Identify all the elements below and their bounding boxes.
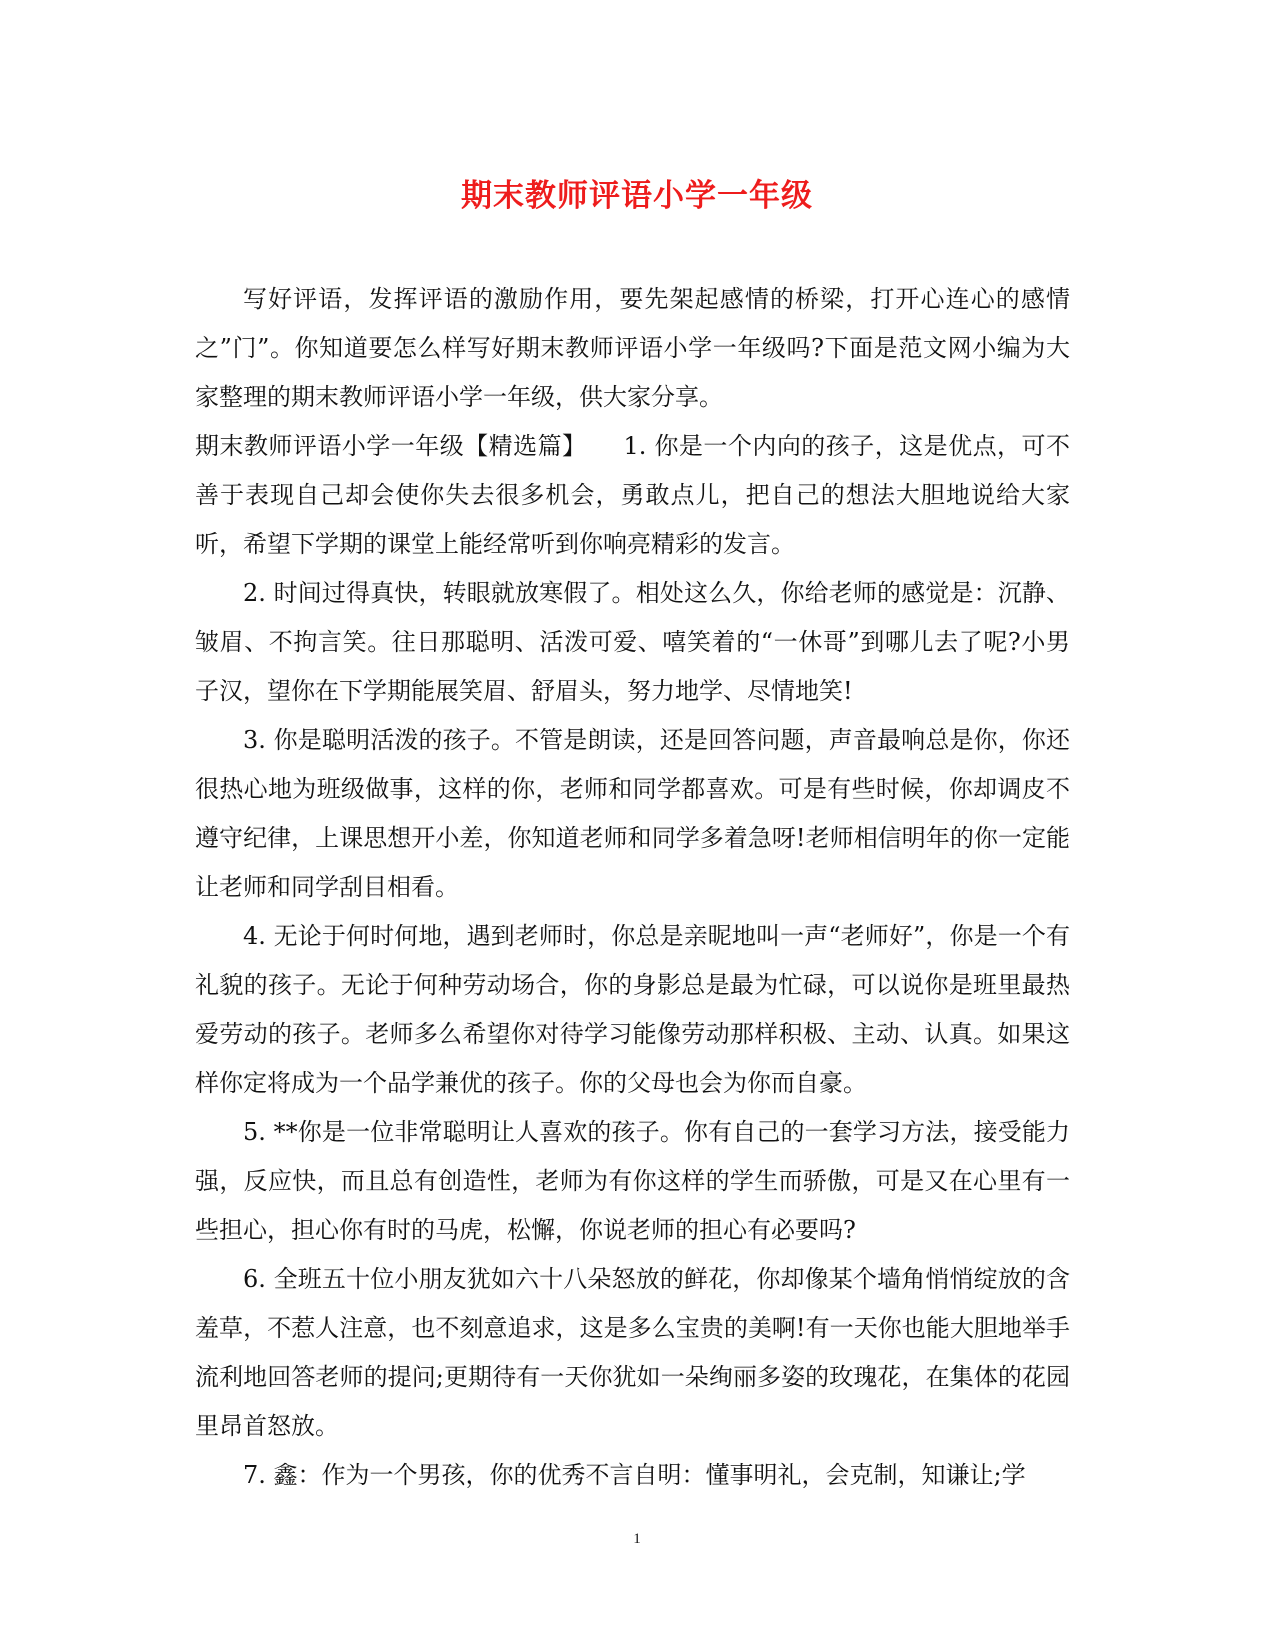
comment-paragraph-6: 6. 全班五十位小朋友犹如六十八朵怒放的鲜花，你却像某个墙角悄悄绽放的含羞草，不惹人注意，也不刻意追求，这是多么宝贵的美啊!有一天你也能大胆地举手流利地回答老师的提问;更期待有一天你犹如一朵绚丽多姿的玫瑰花，在集体的花园里昂首怒放。 [195, 1265, 1070, 1440]
comment-paragraph-2: 2. 时间过得真快，转眼就放寒假了。相处这么久，你给老师的感觉是：沉静、皱眉、不拘言笑。往日那聪明、活泼可爱、嘻笑着的“一休哥”到哪儿去了呢?小男子汉，望你在下学期能展笑眉、舒眉头，努力地学、尽情地笑! [195, 579, 1070, 705]
comment-paragraph-7: 7. 鑫：作为一个男孩，你的优秀不言自明：懂事明礼，会克制，知谦让;学 [243, 1461, 1026, 1489]
comment-paragraph-3: 3. 你是聪明活泼的孩子。不管是朗读，还是回答问题，声音最响总是你，你还很热心地为班级做事，这样的你，老师和同学都喜欢。可是有些时候，你却调皮不遵守纪律，上课思想开小差，你知道老师和同学多着急呀!老师相信明年的你一定能让老师和同学刮目相看。 [195, 726, 1070, 901]
comment-paragraph-4: 4. 无论于何时何地，遇到老师时，你总是亲昵地叫一声“老师好”，你是一个有礼貌的孩子。无论于何种劳动场合，你的身影总是最为忙碌，可以说你是班里最热爱劳动的孩子。老师多么希望你对待学习能像劳动那样积极、主动、认真。如果这样你定将成为一个品学兼优的孩子。你的父母也会为你而自豪。 [195, 922, 1070, 1097]
intro-paragraph: 写好评语，发挥评语的激励作用，要先架起感情的桥梁，打开心连心的感情之”门”。你知道要怎么样写好期末教师评语小学一年级吗?下面是范文网小编为大家整理的期末教师评语小学一年级，供大家分享。 [195, 285, 1070, 411]
comment-paragraph-5: 5. **你是一位非常聪明让人喜欢的孩子。你有自己的一套学习方法，接受能力强，反应快，而且总有创造性，老师为有你这样的学生而骄傲，可是又在心里有一些担心，担心你有时的马虎，松懈，你说老师的担心有必要吗? [195, 1118, 1070, 1244]
page-number: 1 [633, 1531, 641, 1547]
document-title: 期末教师评语小学一年级 [461, 178, 813, 214]
section-heading-paragraph: 期末教师评语小学一年级【精选篇】 1. 你是一个内向的孩子，这是优点，可不善于表现自己却会使你失去很多机会，勇敢点儿，把自己的想法大胆地说给大家听，希望下学期的课堂上能经常听到你响亮精彩的发言。 [195, 432, 1070, 558]
document-body [195, 275, 1070, 1500]
